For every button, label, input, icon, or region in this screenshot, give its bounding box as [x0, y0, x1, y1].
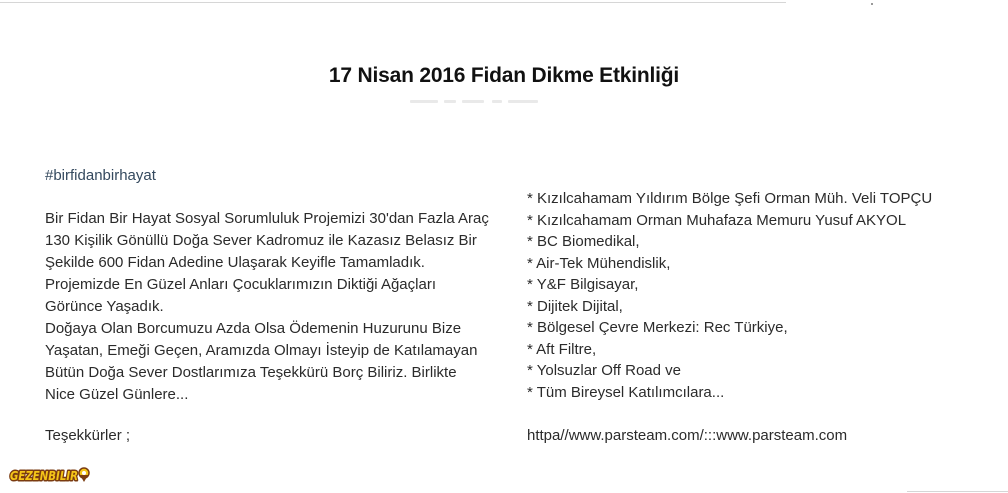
- thanks-list: [527, 188, 997, 403]
- pin-icon: [79, 468, 89, 482]
- list-item: * Y&F Bilgisayar,: [527, 276, 639, 293]
- list-item: * Kızılcahamam Orman Muhafaza Memuru Yusuf AKYOL: [527, 211, 907, 229]
- list-item: * Dijitek Dijital,: [527, 297, 623, 315]
- gezenbilir-logo: [8, 464, 92, 486]
- list-item: * Yolsuzlar Off Road ve: [527, 362, 681, 379]
- bottom-divider: [907, 491, 1008, 492]
- hashtag-link[interactable]: #birfidanbirhayat: [45, 167, 156, 184]
- list-item: * Bölgesel Çevre Merkezi: Rec Türkiye,: [527, 319, 788, 336]
- logo-wordmark: GEZENBILIR: [10, 468, 78, 483]
- list-item: * Kızılcahamam Yıldırım Bölge Şefi Orman Müh. Veli TOPÇU: [527, 190, 933, 207]
- paragraph: Doğaya Olan Borcumuzu Azda Olsa Ödemenin Huzurunu Bize Yaşatan, Emeği Geçen, Aramızda Olmayı İsteyip de Katılamayan Bütün Doğa Sever Dostlarımıza Teşekkürü Borç Biliriz. Birlikte Nice Güzel Günlere...: [45, 320, 478, 403]
- logo-mark: [8, 464, 92, 486]
- list-item: * Tüm Bireysel Katılımcılara...: [527, 383, 725, 401]
- top-divider: [0, 2, 786, 3]
- list-item: * Aft Filtre,: [527, 340, 597, 358]
- list-item: * Air-Tek Mühendislik,: [527, 254, 671, 272]
- top-dot: [871, 3, 873, 5]
- body-text: [45, 208, 490, 406]
- list-item: * BC Biomedikal,: [527, 233, 640, 250]
- faint-subtitle-marks: [410, 99, 560, 105]
- page-title: 17 Nisan 2016 Fidan Dikme Etkinliği: [328, 64, 680, 87]
- thanks-heading: Teşekkürler ;: [45, 427, 131, 444]
- website-link[interactable]: httpa//www.parsteam.com/:::www.parsteam.com: [527, 427, 848, 444]
- paragraph: Bir Fidan Bir Hayat Sosyal Sorumluluk Projemizi 30'dan Fazla Araç 130 Kişilik Gönüllü Doğa Sever Kadromuz ile Kazasız Belasız Bir Şekilde 600 Fidan Adedine Ulaşarak Keyifle Tamamladık. Projemizde En Güzel Anları Çocuklarımızın Diktiği Ağaçları Görünce Yaşadık.: [45, 210, 489, 315]
